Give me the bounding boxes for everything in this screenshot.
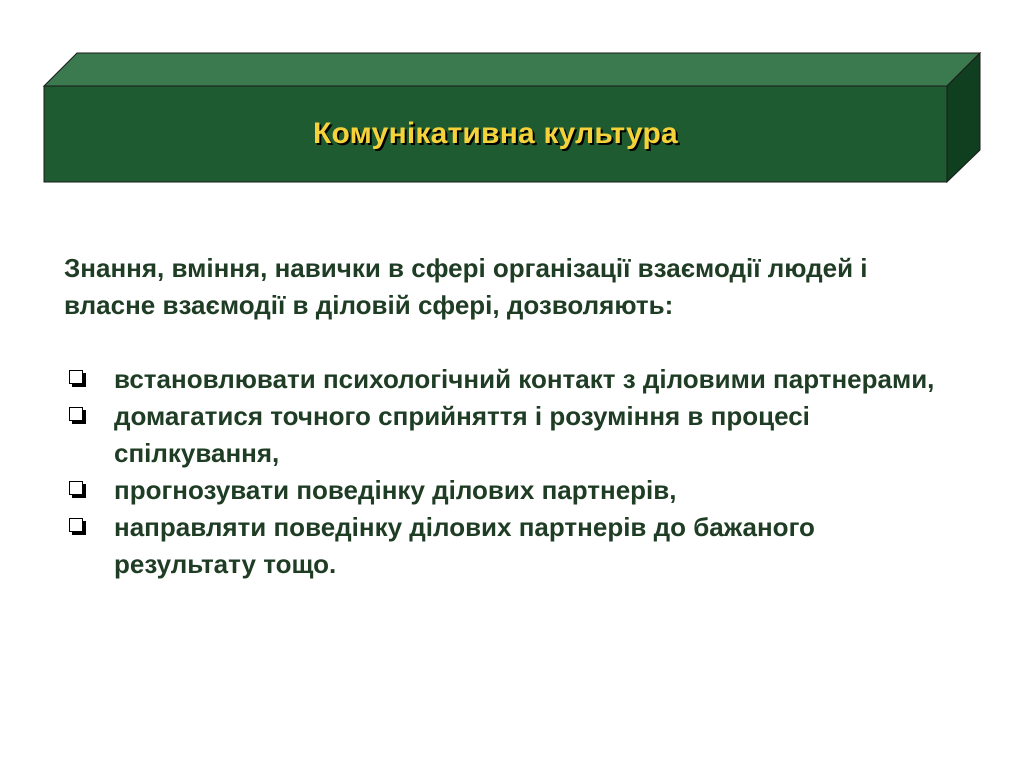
list-item [64,509,964,583]
bullet-text: встановлювати психологічний контакт з діловими партнерами, [114,364,935,394]
checkbox-bullet-icon [69,481,83,495]
intro-text: Знання, вміння, навички в сфері організації взаємодії людей і власне взаємодії в діловій сфері, дозволяють: [64,253,868,320]
bullet-text: прогнозувати поведінку ділових партнерів, [114,475,677,505]
bullet-text: домагатися точного сприйняття і розуміння в процесі спілкування, [114,401,810,468]
checkbox-bullet-icon [69,518,83,532]
bullet-text: направляти поведінку ділових партнерів до бажаного результату тощо. [114,512,815,579]
checkbox-bullet-icon [69,370,83,384]
bullet-list [64,361,964,583]
list-item [64,361,964,398]
banner-top-face [44,53,980,86]
slide-title: Комунікативна культура [313,117,678,150]
checkbox-bullet-icon [69,407,83,421]
slide-content [64,250,964,583]
list-item [64,472,964,509]
list-item [64,398,964,472]
